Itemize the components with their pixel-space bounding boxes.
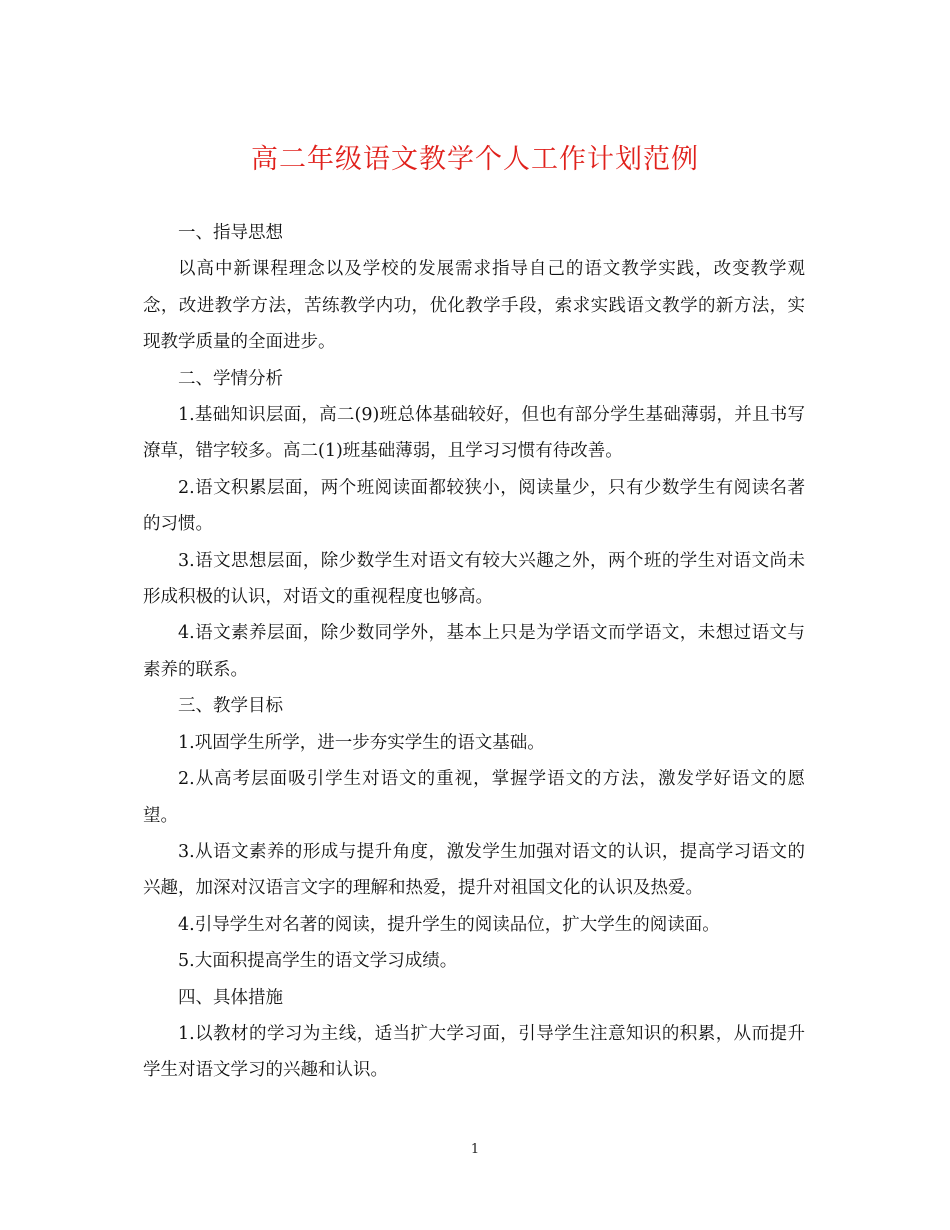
paragraph: 4.语文素养层面，除少数同学外，基本上只是为学语文而学语文，未想过语文与素养的联系。 [143,623,805,680]
paragraph: 3.从语文素养的形成与提升角度，激发学生加强对语文的认识，提高学习语文的兴趣，加深对汉语言文字的理解和热爱，提升对祖国文化的认识及热爱。 [143,841,805,899]
page-number: 1 [470,1142,480,1157]
section-heading-student-analysis: 二、学情分析 [178,368,283,389]
paragraph: 1.以教材的学习为主线，适当扩大学习面，引导学生注意知识的积累，从而提升学生对语文学习的兴趣和认识。 [143,1023,805,1081]
paragraph: 1.基础知识层面，高二(9)班总体基础较好，但也有部分学生基础薄弱，并且书写潦草，错字较多。高二(1)班基础薄弱，且学习习惯有待改善。 [143,405,805,462]
paragraph: 1.巩固学生所学，进一步夯实学生的语文基础。 [178,732,545,753]
paragraph: 5.大面积提高学生的语文学习成绩。 [178,951,458,972]
page-title: 高二年级语文教学个人工作计划范例 [251,144,699,175]
document-body [143,215,805,1089]
paragraph: 4.引导学生对名著的阅读，提升学生的阅读品位，扩大学生的阅读面。 [178,914,720,935]
paragraph: 3.语文思想层面，除少数学生对语文有较大兴趣之外，两个班的学生对语文尚未形成积极的认识，对语文的重视程度也够高。 [143,550,805,608]
section-heading-guiding-ideology: 一、指导思想 [178,223,283,243]
section-heading-measures: 四、具体措施 [178,987,283,1008]
paragraph: 以高中新课程理念以及学校的发展需求指导自己的语文教学实践，改变教学观念，改进教学方法，苦练教学内功，优化教学手段，索求实践语文教学的新方法，实现教学质量的全面进步。 [143,259,805,353]
section-heading-teaching-goals: 三、教学目标 [178,696,283,717]
paragraph: 2.从高考层面吸引学生对语文的重视，掌握学语文的方法，激发学好语文的愿望。 [143,769,805,826]
paragraph: 2.语文积累层面，两个班阅读面都较狭小，阅读量少，只有少数学生有阅读名著的习惯。 [143,477,805,535]
